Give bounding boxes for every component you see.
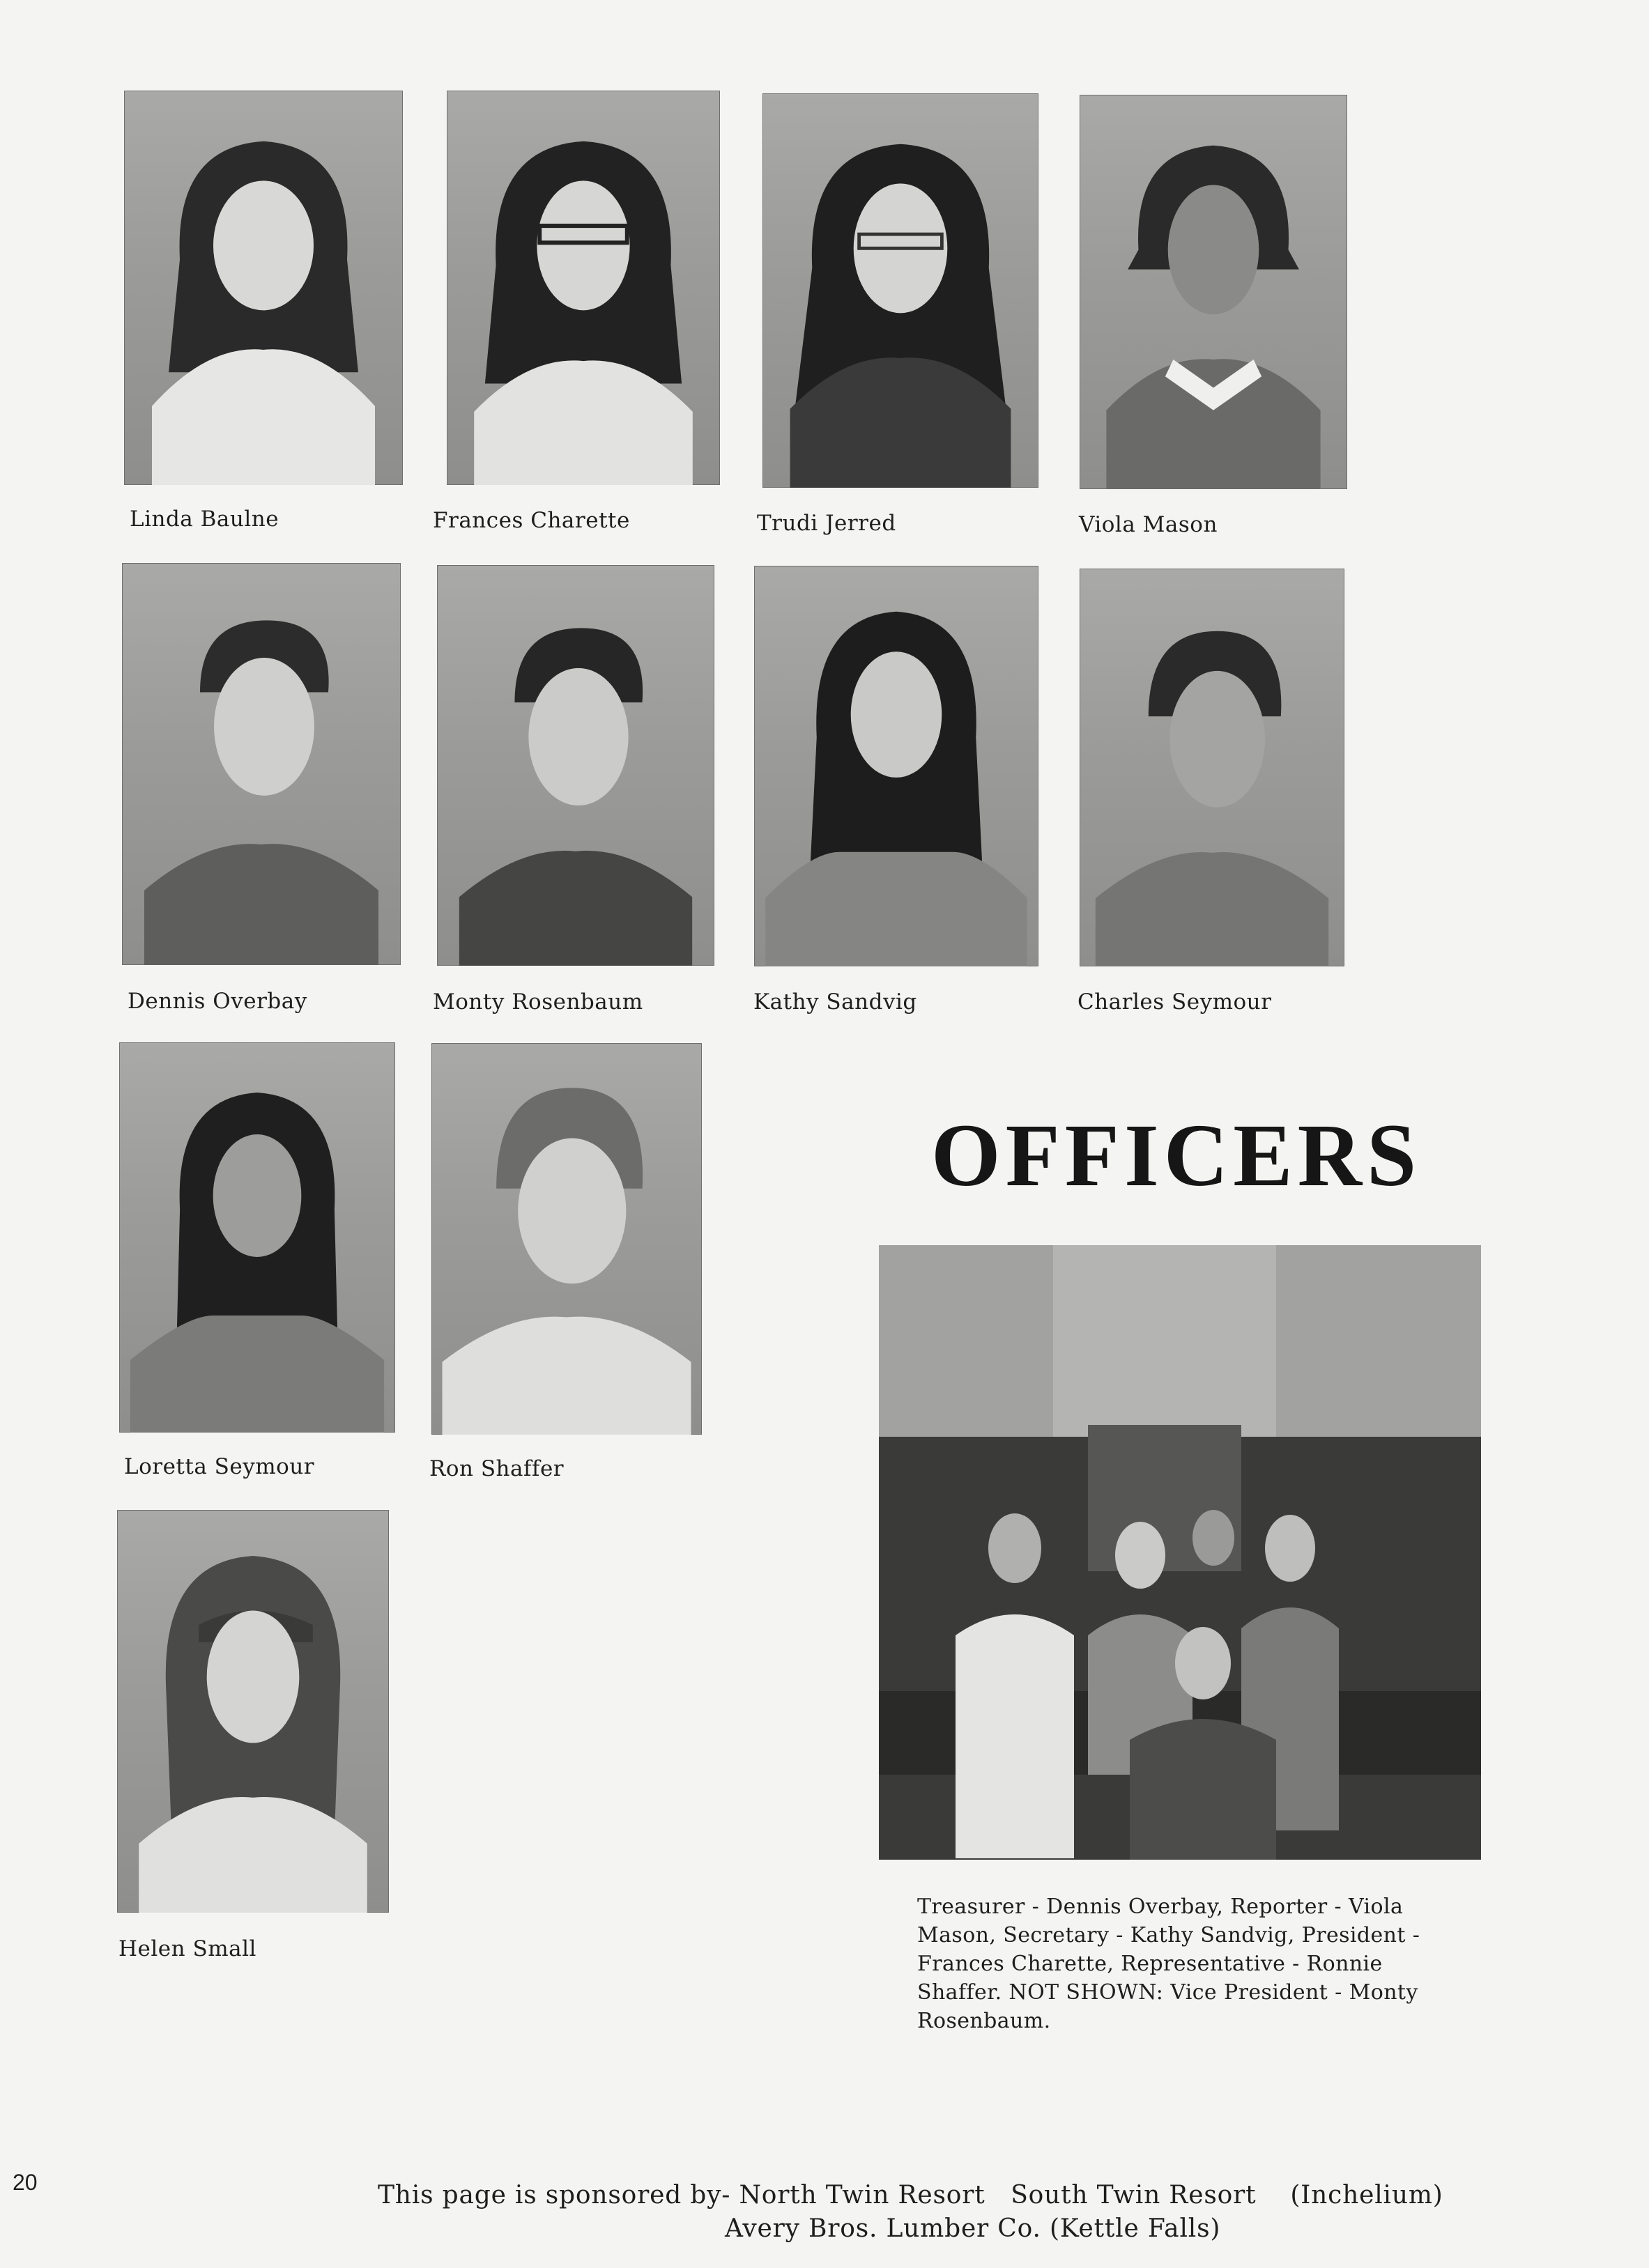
portrait-photo (119, 1042, 395, 1433)
page-number: 20 (13, 2170, 38, 2195)
portrait-photo (1080, 569, 1344, 966)
portrait-name: Trudi Jerred (757, 511, 896, 536)
sponsor-line-2: Avery Bros. Lumber Co. (Kettle Falls) (725, 2214, 1221, 2243)
portrait-name: Loretta Seymour (124, 1454, 315, 1479)
portrait-name: Frances Charette (433, 508, 630, 533)
portrait-photo (124, 91, 403, 485)
portrait-photo (762, 93, 1038, 488)
officers-caption (917, 1892, 1468, 2035)
portrait-photo (447, 91, 720, 485)
portrait-photo (122, 563, 401, 965)
portrait-name: Dennis Overbay (128, 989, 307, 1014)
portrait-photo (437, 565, 714, 966)
portrait-name: Viola Mason (1079, 512, 1218, 537)
portrait-name: Charles Seymour (1077, 989, 1272, 1015)
portrait-photo (1080, 95, 1347, 489)
portrait-photo (117, 1510, 389, 1913)
portrait-photo (431, 1043, 702, 1435)
portrait-name: Linda Baulne (130, 507, 279, 532)
officers-title: OFFICERS (931, 1106, 1422, 1205)
caption-line: Rosenbaum. (917, 2009, 1051, 2033)
portrait-photo (754, 566, 1038, 966)
sponsor-line-1: This page is sponsored by- North Twin Resort South Twin Resort (Inchelium) (378, 2181, 1443, 2209)
caption-line: Shaffer. NOT SHOWN: Vice President - Monty (917, 1980, 1418, 2005)
officers-group-photo (879, 1245, 1481, 1860)
caption-line: Mason, Secretary - Kathy Sandvig, President - (917, 1923, 1420, 1947)
portrait-name: Helen Small (118, 1936, 256, 1961)
portrait-name: Kathy Sandvig (753, 989, 917, 1015)
portrait-name: Ron Shaffer (429, 1456, 565, 1481)
caption-line: Treasurer - Dennis Overbay, Reporter - Viola (917, 1895, 1404, 1919)
caption-line: Frances Charette, Representative - Ronnie (917, 1952, 1383, 1976)
portrait-name: Monty Rosenbaum (433, 989, 643, 1015)
